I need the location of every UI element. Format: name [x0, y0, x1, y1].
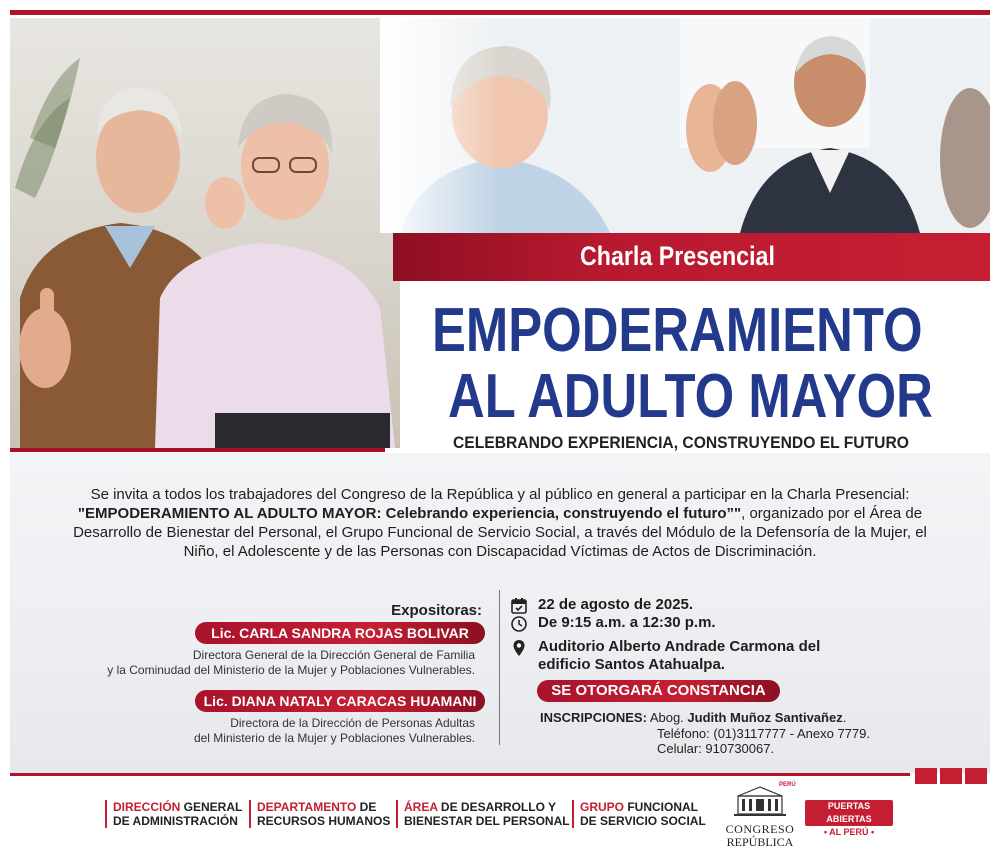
event-place-line-2: edificio Santos Atahualpa. [538, 656, 725, 673]
footer-org-line2: DE ADMINISTRACIÓN [113, 814, 238, 828]
speaker-role-carla [95, 648, 475, 678]
title-line-1: EMPODERAMIENTO [432, 296, 923, 365]
photo-seniors-high-five [380, 18, 990, 233]
intro-text-1: Se invita a todos los trabajadores del Congreso de la República y al público en general a participar en la Charla Presencial: [90, 486, 910, 503]
registration-cell: Celular: 910730067. [657, 741, 775, 756]
speakers-label: Expositoras: [391, 602, 482, 619]
speaker-name-diana: Lic. DIANA NATALY CARACAS HUAMANI [195, 690, 485, 712]
congreso-logo [720, 784, 800, 849]
footer-org-highlight: ÁREA [404, 800, 438, 814]
column-divider [499, 590, 500, 745]
footer-org-grupo [572, 800, 706, 828]
congreso-peru-label: PERÚ [779, 782, 796, 788]
footer-org-direccion [105, 800, 242, 828]
footer-org-text: DE DESARROLLO Y [437, 800, 557, 814]
registration-contact-prefix: Abog. [649, 710, 684, 725]
intro-text-2: , organizado por el Área de Desarrollo de Bienestar del Personal, el Grupo Funcional de Servicio Social, a través del Módulo de la Defensoría de la Mujer, el Niño, el Adolescente y de las Personas con Discapacidad Víctimas de Actos de Discriminación. [73, 505, 927, 560]
footer-org-area [396, 800, 570, 828]
event-date: 22 de agosto de 2025. [538, 596, 694, 613]
certificate-badge: SE OTORGARÁ CONSTANCIA [537, 680, 780, 702]
senior-couple-illustration [10, 18, 400, 448]
footer-divider [10, 773, 910, 776]
event-place [538, 638, 820, 674]
accent-block [940, 768, 962, 784]
title-line-2: AL ADULTO MAYOR [448, 362, 933, 431]
event-subtitle: CELEBRANDO EXPERIENCIA, CONSTRUYENDO EL FUTURO [453, 433, 909, 452]
footer-org-line2: BIENESTAR DEL PERSONAL [404, 814, 570, 828]
footer-org-highlight: DEPARTAMENTO [257, 800, 357, 814]
footer-org-highlight: DIRECCIÓN [113, 800, 181, 814]
speaker-role-diana [95, 716, 475, 746]
puertas-abiertas-bottom: • AL PERÚ • [823, 827, 875, 837]
puertas-abiertas-top: PUERTAS ABIERTAS [805, 800, 893, 826]
footer-org-highlight: GRUPO [580, 800, 625, 814]
photo-senior-couple [10, 18, 400, 448]
event-time-row [510, 614, 716, 633]
congreso-republica: REPÚBLICA [726, 835, 794, 849]
calendar-icon [510, 597, 528, 615]
location-pin-icon [510, 639, 528, 657]
event-place-row [510, 638, 820, 674]
congreso-building-icon [730, 784, 790, 818]
speaker-name-carla: Lic. CARLA SANDRA ROJAS BOLIVAR [195, 622, 485, 644]
footer-org-text: FUNCIONAL [624, 800, 699, 814]
registration-label: INSCRIPCIONES: [540, 710, 647, 725]
event-type-label: Charla Presencial [580, 241, 775, 271]
accent-block [965, 768, 987, 784]
event-place-line-1: Auditorio Alberto Andrade Carmona del [538, 638, 821, 655]
speaker-role-line: y la Cominudad del Ministerio de la Mujer y Poblaciones Vulnerables. [107, 663, 475, 677]
top-accent-bar [10, 10, 990, 15]
footer-org-text: GENERAL [180, 800, 243, 814]
intro-event-name: "EMPODERAMIENTO AL ADULTO MAYOR: Celebrando experiencia, construyendo el futuro”" [77, 505, 742, 522]
footer-org-line2: RECURSOS HUMANOS [257, 814, 391, 828]
photo-fade [380, 18, 500, 233]
footer-org-text: DE [356, 800, 377, 814]
footer-accent-blocks [915, 768, 987, 784]
puertas-abiertas-logo [805, 800, 893, 837]
event-date-row [510, 596, 693, 615]
speaker-role-line: Directora General de la Dirección General de Familia [192, 648, 475, 662]
speaker-role-line: Directora de la Dirección de Personas Adultas [230, 716, 475, 730]
footer-org-departamento [249, 800, 390, 828]
clock-icon [510, 615, 528, 633]
intro-paragraph [60, 485, 940, 561]
left-photo-underline [10, 448, 385, 452]
event-time: De 9:15 a.m. a 12:30 p.m. [538, 614, 716, 631]
speaker-role-line: del Ministerio de la Mujer y Poblaciones Vulnerables. [193, 731, 475, 745]
accent-block [915, 768, 937, 784]
footer-org-line2: DE SERVICIO SOCIAL [580, 814, 706, 828]
congreso-name: CONGRESO [725, 822, 795, 836]
registration-contact-name: Judith Muñoz Santivañez [687, 710, 843, 725]
registration-contact: INSCRIPCIONES: Abog. Judith Muñoz Santivañez. [540, 710, 847, 725]
registration-phone: Teléfono: (01)3117777 - Anexo 7779. [657, 726, 870, 741]
